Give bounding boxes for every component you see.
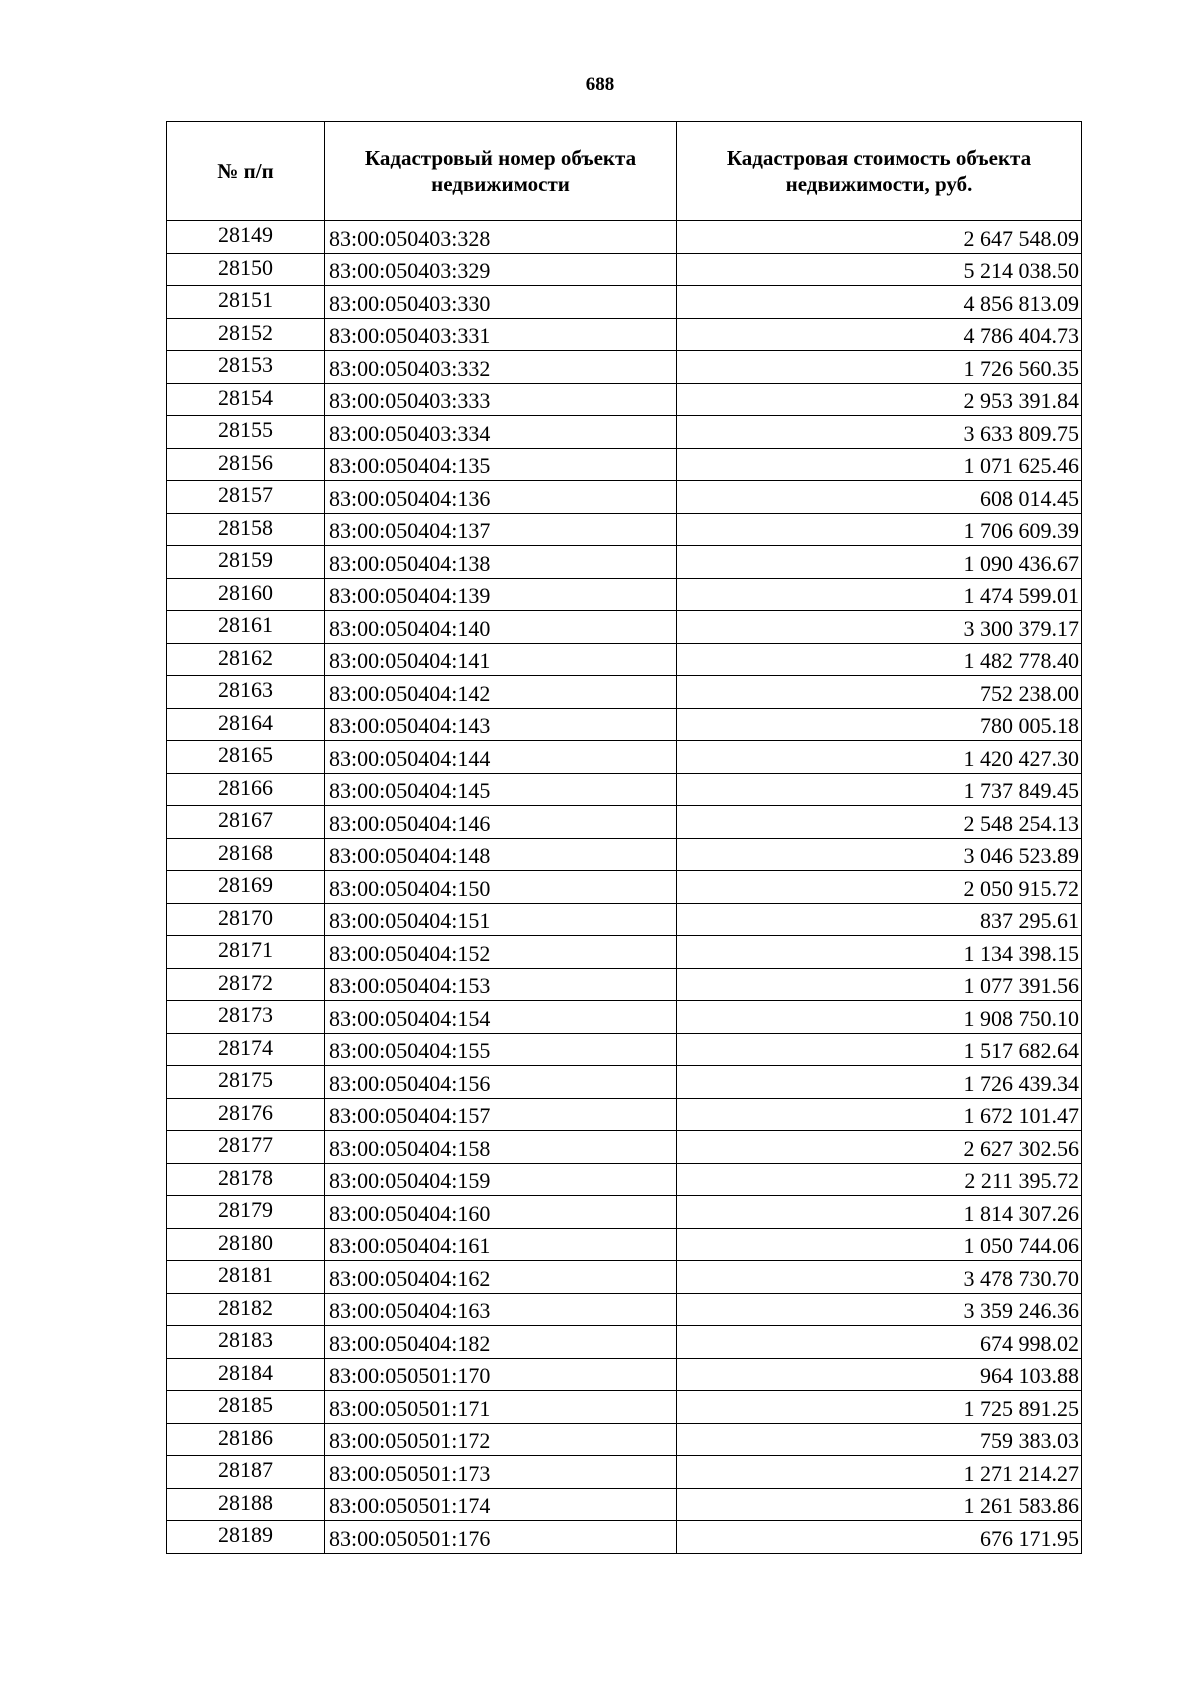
cadastral-value-cell: 1 517 682.64 bbox=[677, 1033, 1082, 1066]
table-row bbox=[167, 1391, 1082, 1424]
row-number-cell: 28164 bbox=[167, 708, 325, 741]
row-number-cell: 28177 bbox=[167, 1131, 325, 1164]
cadastral-value-cell: 676 171.95 bbox=[677, 1521, 1082, 1554]
cadastral-number-cell: 83:00:050404:153 bbox=[325, 968, 677, 1001]
row-number-cell: 28168 bbox=[167, 838, 325, 871]
cadastral-value-cell: 1 482 778.40 bbox=[677, 643, 1082, 676]
table-row bbox=[167, 448, 1082, 481]
column-header-cadastral-number: Кадастровый номер объекта недвижимости bbox=[325, 122, 677, 221]
cadastral-value-cell: 1 725 891.25 bbox=[677, 1391, 1082, 1424]
table-row bbox=[167, 1196, 1082, 1229]
cadastral-value-cell: 2 050 915.72 bbox=[677, 871, 1082, 904]
table-row bbox=[167, 1521, 1082, 1554]
row-number-cell: 28163 bbox=[167, 676, 325, 709]
cadastral-value-cell: 608 014.45 bbox=[677, 481, 1082, 514]
cadastral-number-cell: 83:00:050403:331 bbox=[325, 318, 677, 351]
cadastral-value-cell: 1 706 609.39 bbox=[677, 513, 1082, 546]
cadastral-number-cell: 83:00:050404:161 bbox=[325, 1228, 677, 1261]
cadastral-number-cell: 83:00:050501:171 bbox=[325, 1391, 677, 1424]
table-row bbox=[167, 741, 1082, 774]
row-number-cell: 28181 bbox=[167, 1261, 325, 1294]
cadastral-value-cell: 4 786 404.73 bbox=[677, 318, 1082, 351]
cadastral-number-cell: 83:00:050404:162 bbox=[325, 1261, 677, 1294]
table-row bbox=[167, 968, 1082, 1001]
cadastral-value-cell: 1 814 307.26 bbox=[677, 1196, 1082, 1229]
table-row bbox=[167, 871, 1082, 904]
cadastral-value-cell: 1 908 750.10 bbox=[677, 1001, 1082, 1034]
cadastral-number-cell: 83:00:050404:135 bbox=[325, 448, 677, 481]
cadastral-value-cell: 752 238.00 bbox=[677, 676, 1082, 709]
row-number-cell: 28182 bbox=[167, 1293, 325, 1326]
row-number-cell: 28179 bbox=[167, 1196, 325, 1229]
cadastral-value-cell: 1 726 560.35 bbox=[677, 351, 1082, 384]
cadastral-number-cell: 83:00:050404:142 bbox=[325, 676, 677, 709]
row-number-cell: 28178 bbox=[167, 1163, 325, 1196]
table-row bbox=[167, 318, 1082, 351]
cadastral-number-cell: 83:00:050404:145 bbox=[325, 773, 677, 806]
table-row bbox=[167, 1033, 1082, 1066]
cadastral-value-cell: 674 998.02 bbox=[677, 1326, 1082, 1359]
table-row bbox=[167, 383, 1082, 416]
row-number-cell: 28187 bbox=[167, 1456, 325, 1489]
cadastral-number-cell: 83:00:050403:333 bbox=[325, 383, 677, 416]
cadastral-number-cell: 83:00:050404:140 bbox=[325, 611, 677, 644]
cadastral-number-cell: 83:00:050404:158 bbox=[325, 1131, 677, 1164]
cadastral-value-cell: 964 103.88 bbox=[677, 1358, 1082, 1391]
table-row bbox=[167, 1098, 1082, 1131]
table-row bbox=[167, 221, 1082, 254]
row-number-cell: 28169 bbox=[167, 871, 325, 904]
table-row bbox=[167, 1423, 1082, 1456]
cadastral-value-cell: 3 046 523.89 bbox=[677, 838, 1082, 871]
cadastral-value-cell: 1 474 599.01 bbox=[677, 578, 1082, 611]
row-number-cell: 28154 bbox=[167, 383, 325, 416]
cadastral-number-cell: 83:00:050404:136 bbox=[325, 481, 677, 514]
row-number-cell: 28155 bbox=[167, 416, 325, 449]
cadastral-value-cell: 1 261 583.86 bbox=[677, 1488, 1082, 1521]
table-row bbox=[167, 253, 1082, 286]
cadastral-number-cell: 83:00:050404:156 bbox=[325, 1066, 677, 1099]
cadastral-number-cell: 83:00:050403:328 bbox=[325, 221, 677, 254]
cadastral-value-cell: 2 211 395.72 bbox=[677, 1163, 1082, 1196]
cadastral-value-cell: 1 737 849.45 bbox=[677, 773, 1082, 806]
cadastral-number-cell: 83:00:050404:150 bbox=[325, 871, 677, 904]
table-row bbox=[167, 903, 1082, 936]
cadastral-number-cell: 83:00:050403:329 bbox=[325, 253, 677, 286]
table-row bbox=[167, 1326, 1082, 1359]
table-row bbox=[167, 1131, 1082, 1164]
cadastral-value-cell: 1 090 436.67 bbox=[677, 546, 1082, 579]
table-row bbox=[167, 1261, 1082, 1294]
row-number-cell: 28185 bbox=[167, 1391, 325, 1424]
row-number-cell: 28161 bbox=[167, 611, 325, 644]
cadastral-number-cell: 83:00:050403:332 bbox=[325, 351, 677, 384]
cadastral-number-cell: 83:00:050404:154 bbox=[325, 1001, 677, 1034]
cadastral-value-cell: 759 383.03 bbox=[677, 1423, 1082, 1456]
table-row bbox=[167, 708, 1082, 741]
table-row bbox=[167, 773, 1082, 806]
table-row bbox=[167, 1488, 1082, 1521]
cadastral-number-cell: 83:00:050404:151 bbox=[325, 903, 677, 936]
table-row bbox=[167, 806, 1082, 839]
cadastral-number-cell: 83:00:050404:138 bbox=[325, 546, 677, 579]
cadastral-number-cell: 83:00:050404:157 bbox=[325, 1098, 677, 1131]
cadastral-number-cell: 83:00:050404:155 bbox=[325, 1033, 677, 1066]
table-row bbox=[167, 838, 1082, 871]
cadastral-number-cell: 83:00:050404:144 bbox=[325, 741, 677, 774]
cadastral-value-cell: 2 647 548.09 bbox=[677, 221, 1082, 254]
cadastral-value-cell: 3 300 379.17 bbox=[677, 611, 1082, 644]
cadastral-number-cell: 83:00:050404:141 bbox=[325, 643, 677, 676]
cadastral-value-cell: 1 672 101.47 bbox=[677, 1098, 1082, 1131]
cadastral-number-cell: 83:00:050404:160 bbox=[325, 1196, 677, 1229]
cadastral-value-cell: 1 071 625.46 bbox=[677, 448, 1082, 481]
column-header-row-number: № п/п bbox=[167, 122, 325, 221]
row-number-cell: 28189 bbox=[167, 1521, 325, 1554]
cadastral-number-cell: 83:00:050404:159 bbox=[325, 1163, 677, 1196]
row-number-cell: 28151 bbox=[167, 286, 325, 319]
row-number-cell: 28172 bbox=[167, 968, 325, 1001]
table-row bbox=[167, 936, 1082, 969]
cadastral-number-cell: 83:00:050501:176 bbox=[325, 1521, 677, 1554]
table-header-row bbox=[167, 122, 1082, 221]
cadastral-value-cell: 2 953 391.84 bbox=[677, 383, 1082, 416]
cadastral-value-cell: 780 005.18 bbox=[677, 708, 1082, 741]
cadastral-number-cell: 83:00:050501:174 bbox=[325, 1488, 677, 1521]
row-number-cell: 28157 bbox=[167, 481, 325, 514]
row-number-cell: 28153 bbox=[167, 351, 325, 384]
table-row bbox=[167, 481, 1082, 514]
row-number-cell: 28183 bbox=[167, 1326, 325, 1359]
row-number-cell: 28152 bbox=[167, 318, 325, 351]
table-row bbox=[167, 351, 1082, 384]
row-number-cell: 28149 bbox=[167, 221, 325, 254]
row-number-cell: 28170 bbox=[167, 903, 325, 936]
row-number-cell: 28173 bbox=[167, 1001, 325, 1034]
cadastral-value-cell: 1 726 439.34 bbox=[677, 1066, 1082, 1099]
table-row bbox=[167, 546, 1082, 579]
row-number-cell: 28184 bbox=[167, 1358, 325, 1391]
row-number-cell: 28166 bbox=[167, 773, 325, 806]
column-header-cadastral-value: Кадастровая стоимость объекта недвижимости, руб. bbox=[677, 122, 1082, 221]
table-body bbox=[167, 221, 1082, 1554]
cadastral-value-cell: 3 478 730.70 bbox=[677, 1261, 1082, 1294]
row-number-cell: 28150 bbox=[167, 253, 325, 286]
row-number-cell: 28176 bbox=[167, 1098, 325, 1131]
cadastral-number-cell: 83:00:050404:137 bbox=[325, 513, 677, 546]
row-number-cell: 28165 bbox=[167, 741, 325, 774]
row-number-cell: 28158 bbox=[167, 513, 325, 546]
cadastral-number-cell: 83:00:050501:172 bbox=[325, 1423, 677, 1456]
cadastral-value-cell: 3 633 809.75 bbox=[677, 416, 1082, 449]
row-number-cell: 28156 bbox=[167, 448, 325, 481]
table-row bbox=[167, 1228, 1082, 1261]
cadastral-value-cell: 5 214 038.50 bbox=[677, 253, 1082, 286]
cadastral-value-cell: 1 077 391.56 bbox=[677, 968, 1082, 1001]
cadastral-number-cell: 83:00:050404:163 bbox=[325, 1293, 677, 1326]
row-number-cell: 28159 bbox=[167, 546, 325, 579]
row-number-cell: 28167 bbox=[167, 806, 325, 839]
cadastral-number-cell: 83:00:050403:330 bbox=[325, 286, 677, 319]
table-row bbox=[167, 1456, 1082, 1489]
table-row bbox=[167, 513, 1082, 546]
table-row bbox=[167, 1358, 1082, 1391]
cadastral-number-cell: 83:00:050501:173 bbox=[325, 1456, 677, 1489]
row-number-cell: 28180 bbox=[167, 1228, 325, 1261]
cadastral-value-cell: 2 627 302.56 bbox=[677, 1131, 1082, 1164]
cadastral-value-cell: 1 134 398.15 bbox=[677, 936, 1082, 969]
row-number-cell: 28175 bbox=[167, 1066, 325, 1099]
table-row bbox=[167, 286, 1082, 319]
row-number-cell: 28174 bbox=[167, 1033, 325, 1066]
cadastral-number-cell: 83:00:050404:143 bbox=[325, 708, 677, 741]
cadastral-number-cell: 83:00:050404:148 bbox=[325, 838, 677, 871]
row-number-cell: 28186 bbox=[167, 1423, 325, 1456]
cadastral-value-cell: 3 359 246.36 bbox=[677, 1293, 1082, 1326]
row-number-cell: 28162 bbox=[167, 643, 325, 676]
row-number-cell: 28160 bbox=[167, 578, 325, 611]
cadastral-value-cell: 2 548 254.13 bbox=[677, 806, 1082, 839]
cadastral-value-cell: 1 050 744.06 bbox=[677, 1228, 1082, 1261]
row-number-cell: 28188 bbox=[167, 1488, 325, 1521]
cadastral-number-cell: 83:00:050403:334 bbox=[325, 416, 677, 449]
table-row bbox=[167, 1001, 1082, 1034]
cadastral-value-cell: 1 271 214.27 bbox=[677, 1456, 1082, 1489]
cadastral-number-cell: 83:00:050404:182 bbox=[325, 1326, 677, 1359]
table-row bbox=[167, 676, 1082, 709]
table-row bbox=[167, 643, 1082, 676]
cadastral-value-cell: 1 420 427.30 bbox=[677, 741, 1082, 774]
cadastral-value-table bbox=[166, 121, 1082, 1554]
table-row bbox=[167, 611, 1082, 644]
table-row bbox=[167, 1066, 1082, 1099]
table-row bbox=[167, 416, 1082, 449]
cadastral-number-cell: 83:00:050404:139 bbox=[325, 578, 677, 611]
row-number-cell: 28171 bbox=[167, 936, 325, 969]
table-row bbox=[167, 1293, 1082, 1326]
cadastral-number-cell: 83:00:050404:152 bbox=[325, 936, 677, 969]
page-number: 688 bbox=[585, 74, 615, 95]
cadastral-number-cell: 83:00:050501:170 bbox=[325, 1358, 677, 1391]
cadastral-value-cell: 837 295.61 bbox=[677, 903, 1082, 936]
table-row bbox=[167, 578, 1082, 611]
cadastral-value-cell: 4 856 813.09 bbox=[677, 286, 1082, 319]
cadastral-number-cell: 83:00:050404:146 bbox=[325, 806, 677, 839]
table-row bbox=[167, 1163, 1082, 1196]
